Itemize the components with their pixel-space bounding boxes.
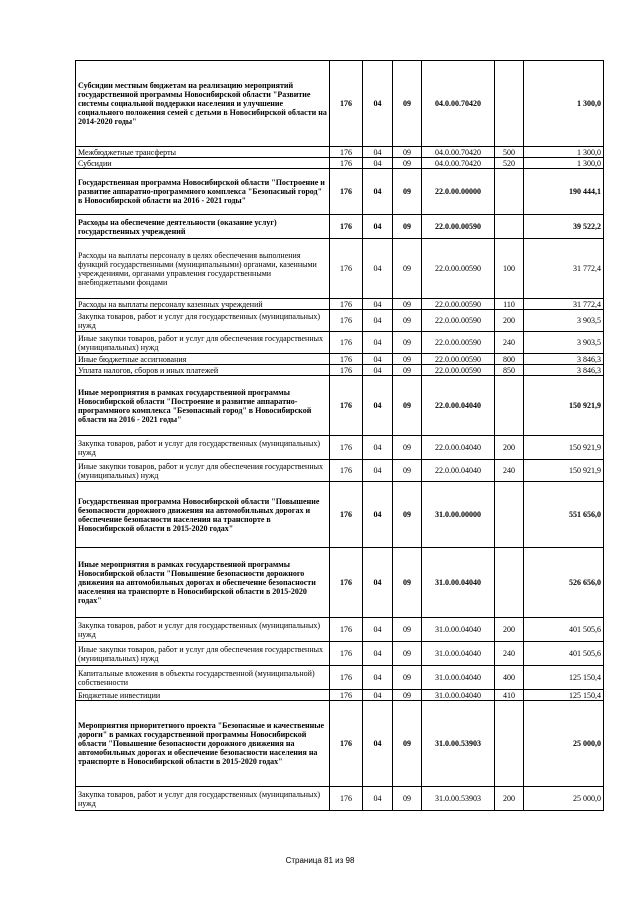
row-expense-type-cell: 200: [495, 436, 524, 460]
row-expense-type-cell: 200: [495, 618, 524, 642]
row-name-cell: Иные мероприятия в рамках государственной программы Новосибирской области "Повышение безопасности дорожного движения на автомобильных дорогах и обеспечение безопасности населения на транспорте в Новосибирской области в 2015-2020 годах": [76, 548, 330, 618]
row-target-code-cell: 31.0.00.04040: [422, 690, 495, 701]
row-name-cell: Мероприятия приоритетного проекта "Безопасные и качественные дороги" в рамках государственной программы Новосибирской области "Повышение безопасности дорожного движения на автомобильных дорогах и обеспечение безопасности населения на транспорте в Новосибирской области в 2015-2020 годах": [76, 701, 330, 787]
row-name-cell: Закупка товаров, работ и услуг для государственных (муниципальных) нужд: [76, 310, 330, 332]
row-section-cell: 04: [363, 215, 393, 239]
row-name-cell: Расходы на выплаты персоналу в целях обеспечения выполнения функций государственными (муниципальными) органами, казенными учреждениями, органами управления государственными внебюджетными фондами: [76, 239, 330, 299]
row-section-cell: 04: [363, 482, 393, 548]
row-amount-cell: 25 000,0: [524, 787, 604, 811]
table-body: [76, 61, 604, 811]
row-section-cell: 04: [363, 299, 393, 310]
row-ministry-cell: 176: [330, 436, 363, 460]
row-amount-cell: 150 921,9: [524, 376, 604, 436]
row-section-cell: 04: [363, 147, 393, 158]
row-target-code-cell: 22.0.00.04040: [422, 460, 495, 482]
table-row: [76, 460, 604, 482]
row-name-cell: Иные закупки товаров, работ и услуг для обеспечения государственных (муниципальных) нужд: [76, 332, 330, 354]
row-target-code-cell: 31.0.00.04040: [422, 642, 495, 666]
row-section-cell: 04: [363, 701, 393, 787]
row-name-cell: Государственная программа Новосибирской области "Повышение безопасности дорожного движения на автомобильных дорогах и обеспечение безопасности населения на транспорте в Новосибирской области в 2015-2020 годах": [76, 482, 330, 548]
row-amount-cell: 3 846,3: [524, 365, 604, 376]
row-expense-type-cell: 400: [495, 666, 524, 690]
row-section-cell: 04: [363, 158, 393, 169]
table-row: [76, 642, 604, 666]
row-ministry-cell: 176: [330, 376, 363, 436]
row-section-cell: 04: [363, 310, 393, 332]
row-name-cell: Иные закупки товаров, работ и услуг для обеспечения государственных (муниципальных) нужд: [76, 460, 330, 482]
row-target-code-cell: 22.0.00.04040: [422, 376, 495, 436]
row-ministry-cell: 176: [330, 482, 363, 548]
table-row: [76, 365, 604, 376]
row-amount-cell: 3 846,3: [524, 354, 604, 365]
row-amount-cell: 150 921,9: [524, 436, 604, 460]
row-target-code-cell: 31.0.00.04040: [422, 618, 495, 642]
row-expense-type-cell: 500: [495, 147, 524, 158]
table-row: [76, 482, 604, 548]
row-amount-cell: 3 903,5: [524, 310, 604, 332]
row-ministry-cell: 176: [330, 310, 363, 332]
row-ministry-cell: 176: [330, 666, 363, 690]
row-amount-cell: 150 921,9: [524, 460, 604, 482]
row-target-code-cell: 31.0.00.53903: [422, 787, 495, 811]
table-row: [76, 618, 604, 642]
row-ministry-cell: 176: [330, 365, 363, 376]
row-amount-cell: 526 656,0: [524, 548, 604, 618]
row-ministry-cell: 176: [330, 147, 363, 158]
row-subsection-cell: 09: [393, 482, 422, 548]
row-expense-type-cell: 240: [495, 642, 524, 666]
row-expense-type-cell: 800: [495, 354, 524, 365]
table-row: [76, 147, 604, 158]
row-expense-type-cell: 110: [495, 299, 524, 310]
row-amount-cell: 125 150,4: [524, 666, 604, 690]
row-subsection-cell: 09: [393, 169, 422, 215]
row-subsection-cell: 09: [393, 215, 422, 239]
row-target-code-cell: 04.0.00.70420: [422, 61, 495, 147]
row-name-cell: Субсидии местным бюджетам на реализацию мероприятий государственной программы Новосибирской области "Развитие системы социальной поддержки населения и улучшение социального положения семей с детьми в Новосибирской области на 2014-2020 годы": [76, 61, 330, 147]
row-amount-cell: 401 505,6: [524, 642, 604, 666]
row-section-cell: 04: [363, 61, 393, 147]
row-subsection-cell: 09: [393, 147, 422, 158]
row-amount-cell: 3 903,5: [524, 332, 604, 354]
row-expense-type-cell: [495, 376, 524, 436]
row-expense-type-cell: 520: [495, 158, 524, 169]
row-section-cell: 04: [363, 787, 393, 811]
row-amount-cell: 31 772,4: [524, 299, 604, 310]
budget-table: [75, 60, 604, 811]
row-subsection-cell: 09: [393, 436, 422, 460]
row-expense-type-cell: [495, 215, 524, 239]
row-target-code-cell: 22.0.00.00000: [422, 169, 495, 215]
row-section-cell: 04: [363, 642, 393, 666]
table-row: [76, 376, 604, 436]
row-name-cell: Субсидии: [76, 158, 330, 169]
row-expense-type-cell: [495, 61, 524, 147]
row-subsection-cell: 09: [393, 376, 422, 436]
table-row: [76, 690, 604, 701]
table-row: [76, 158, 604, 169]
row-expense-type-cell: [495, 548, 524, 618]
row-target-code-cell: 31.0.00.04040: [422, 548, 495, 618]
table-row: [76, 61, 604, 147]
row-amount-cell: 401 505,6: [524, 618, 604, 642]
row-ministry-cell: 176: [330, 460, 363, 482]
row-name-cell: Уплата налогов, сборов и иных платежей: [76, 365, 330, 376]
row-target-code-cell: 04.0.00.70420: [422, 147, 495, 158]
table-row: [76, 310, 604, 332]
row-name-cell: Расходы на выплаты персоналу казенных учреждений: [76, 299, 330, 310]
row-expense-type-cell: 200: [495, 787, 524, 811]
row-section-cell: 04: [363, 365, 393, 376]
row-section-cell: 04: [363, 354, 393, 365]
row-section-cell: 04: [363, 436, 393, 460]
table-row: [76, 436, 604, 460]
row-subsection-cell: 09: [393, 299, 422, 310]
row-section-cell: 04: [363, 332, 393, 354]
row-ministry-cell: 176: [330, 61, 363, 147]
row-subsection-cell: 09: [393, 690, 422, 701]
row-name-cell: Закупка товаров, работ и услуг для государственных (муниципальных) нужд: [76, 436, 330, 460]
row-subsection-cell: 09: [393, 310, 422, 332]
row-expense-type-cell: [495, 701, 524, 787]
row-target-code-cell: 22.0.00.00590: [422, 239, 495, 299]
row-expense-type-cell: 410: [495, 690, 524, 701]
row-subsection-cell: 09: [393, 618, 422, 642]
row-ministry-cell: 176: [330, 642, 363, 666]
row-target-code-cell: 31.0.00.00000: [422, 482, 495, 548]
row-subsection-cell: 09: [393, 701, 422, 787]
row-name-cell: Государственная программа Новосибирской области "Построение и развитие аппаратно-программного комплекса "Безопасный город" в Новосибирской области на 2016 - 2021 годы": [76, 169, 330, 215]
row-subsection-cell: 09: [393, 354, 422, 365]
row-expense-type-cell: 240: [495, 460, 524, 482]
row-name-cell: Межбюджетные трансферты: [76, 147, 330, 158]
row-amount-cell: 551 656,0: [524, 482, 604, 548]
row-subsection-cell: 09: [393, 642, 422, 666]
row-expense-type-cell: 100: [495, 239, 524, 299]
row-expense-type-cell: [495, 169, 524, 215]
row-ministry-cell: 176: [330, 690, 363, 701]
row-ministry-cell: 176: [330, 239, 363, 299]
row-amount-cell: 125 150,4: [524, 690, 604, 701]
row-subsection-cell: 09: [393, 158, 422, 169]
row-expense-type-cell: 200: [495, 310, 524, 332]
row-amount-cell: 1 300,0: [524, 158, 604, 169]
row-target-code-cell: 22.0.00.00590: [422, 310, 495, 332]
row-ministry-cell: 176: [330, 158, 363, 169]
row-name-cell: Иные закупки товаров, работ и услуг для обеспечения государственных (муниципальных) нужд: [76, 642, 330, 666]
row-ministry-cell: 176: [330, 548, 363, 618]
row-target-code-cell: 31.0.00.53903: [422, 701, 495, 787]
row-subsection-cell: 09: [393, 548, 422, 618]
row-amount-cell: 1 300,0: [524, 61, 604, 147]
row-target-code-cell: 31.0.00.04040: [422, 666, 495, 690]
row-target-code-cell: 22.0.00.00590: [422, 365, 495, 376]
row-ministry-cell: 176: [330, 299, 363, 310]
row-name-cell: Иные бюджетные ассигнования: [76, 354, 330, 365]
row-section-cell: 04: [363, 666, 393, 690]
row-ministry-cell: 176: [330, 354, 363, 365]
row-name-cell: Бюджетные инвестиции: [76, 690, 330, 701]
row-subsection-cell: 09: [393, 460, 422, 482]
row-section-cell: 04: [363, 169, 393, 215]
row-target-code-cell: 22.0.00.00590: [422, 215, 495, 239]
table-row: [76, 666, 604, 690]
row-target-code-cell: 04.0.00.70420: [422, 158, 495, 169]
row-section-cell: 04: [363, 690, 393, 701]
table-row: [76, 169, 604, 215]
row-name-cell: Закупка товаров, работ и услуг для государственных (муниципальных) нужд: [76, 787, 330, 811]
row-subsection-cell: 09: [393, 239, 422, 299]
row-section-cell: 04: [363, 618, 393, 642]
row-target-code-cell: 22.0.00.00590: [422, 332, 495, 354]
row-subsection-cell: 09: [393, 666, 422, 690]
row-subsection-cell: 09: [393, 332, 422, 354]
row-section-cell: 04: [363, 376, 393, 436]
row-target-code-cell: 22.0.00.00590: [422, 354, 495, 365]
row-section-cell: 04: [363, 239, 393, 299]
row-ministry-cell: 176: [330, 332, 363, 354]
table-row: [76, 548, 604, 618]
row-ministry-cell: 176: [330, 618, 363, 642]
row-section-cell: 04: [363, 548, 393, 618]
row-expense-type-cell: 240: [495, 332, 524, 354]
row-amount-cell: 31 772,4: [524, 239, 604, 299]
row-name-cell: Закупка товаров, работ и услуг для государственных (муниципальных) нужд: [76, 618, 330, 642]
row-subsection-cell: 09: [393, 787, 422, 811]
table-row: [76, 332, 604, 354]
row-name-cell: Иные мероприятия в рамках государственной программы Новосибирской области "Построение и развитие аппаратно-программного комплекса "Безопасный город" в Новосибирской области на 2016 - 2021 годы": [76, 376, 330, 436]
row-name-cell: Расходы на обеспечение деятельности (оказание услуг) государственных учреждений: [76, 215, 330, 239]
row-target-code-cell: 22.0.00.04040: [422, 436, 495, 460]
row-ministry-cell: 176: [330, 701, 363, 787]
row-expense-type-cell: 850: [495, 365, 524, 376]
row-section-cell: 04: [363, 460, 393, 482]
table-row: [76, 215, 604, 239]
row-ministry-cell: 176: [330, 215, 363, 239]
row-name-cell: Капитальные вложения в объекты государственной (муниципальной) собственности: [76, 666, 330, 690]
table-row: [76, 701, 604, 787]
row-target-code-cell: 22.0.00.00590: [422, 299, 495, 310]
table-row: [76, 354, 604, 365]
row-expense-type-cell: [495, 482, 524, 548]
table-row: [76, 239, 604, 299]
table-row: [76, 787, 604, 811]
row-amount-cell: 1 300,0: [524, 147, 604, 158]
page-footer: Страница 81 из 98: [285, 856, 355, 865]
row-amount-cell: 25 000,0: [524, 701, 604, 787]
row-subsection-cell: 09: [393, 365, 422, 376]
row-subsection-cell: 09: [393, 61, 422, 147]
row-amount-cell: 39 522,2: [524, 215, 604, 239]
row-ministry-cell: 176: [330, 169, 363, 215]
table-row: [76, 299, 604, 310]
row-ministry-cell: 176: [330, 787, 363, 811]
row-amount-cell: 190 444,1: [524, 169, 604, 215]
